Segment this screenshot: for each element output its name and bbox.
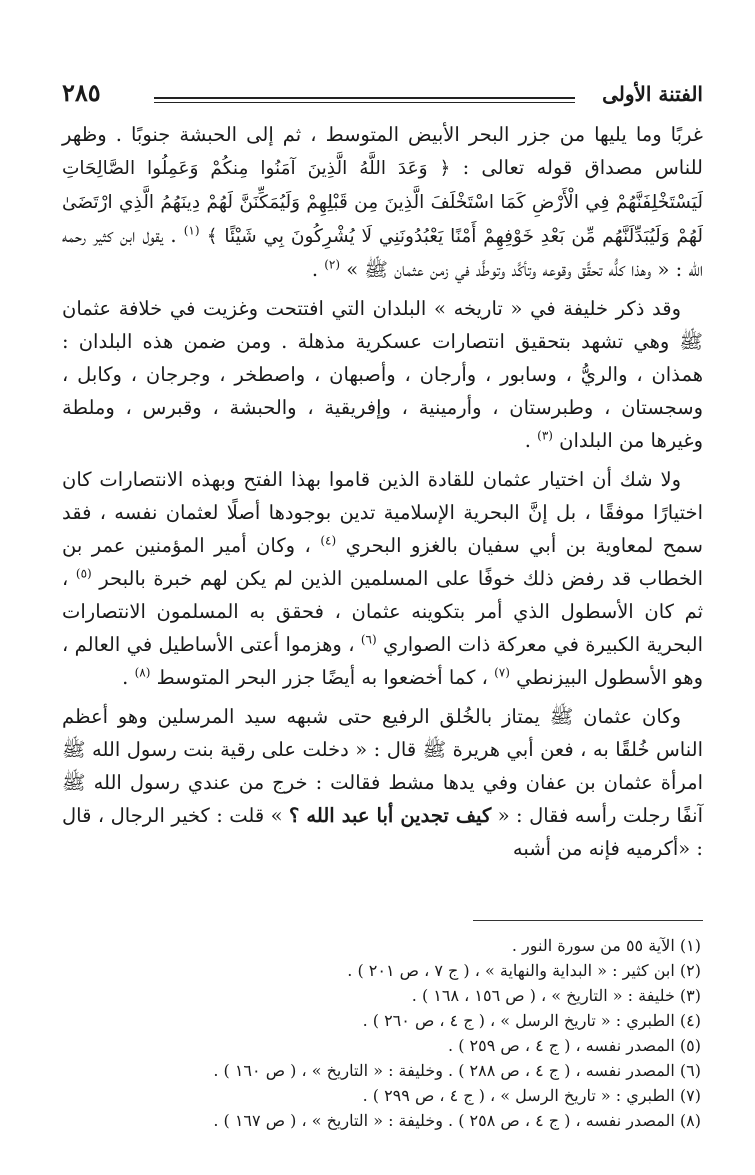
footnote-ref-5[interactable]: (٥) xyxy=(75,566,92,581)
footnote-6: (٦) المصدر نفسه ، ( ج ٤ ، ص ٢٨٨ ) . وخليفة : « التاريخ » ، ( ص ١٦٠ ) . xyxy=(213,1061,701,1080)
footnote-ref-2[interactable]: (٢) xyxy=(324,257,341,272)
main-text xyxy=(62,118,703,865)
page-number: ٢٨٥ xyxy=(62,78,101,107)
text-run: . xyxy=(122,666,129,689)
text-run: ، ثم كان الأسطول الذي أمر بتكوينه عثمان ، فحقق به المسلمون الانتصارات البحرية الكبيرة في معركة ذات الصواري xyxy=(62,567,703,656)
footnote-ref-1[interactable]: (١) xyxy=(183,223,200,238)
text-run: ولا شك أن اختيار عثمان للقادة الذين قاموا بهذا الفتح وبهذه الانتصارات كان اختيارًا موفقًا ، بل إنَّ البحرية الإسلامية تدين بوجودها أصلًا لعثمان نفسه ، فقد سمح لمعاوية بن أبي سفيان بالغزو البحري xyxy=(62,468,704,557)
footnote-2: (٢) ابن كثير : « البداية والنهاية » ، ( ج ٧ ، ص ٢٠١ ) . xyxy=(347,961,701,980)
footnote-7: (٧) الطبري : « تاريخ الرسل » ، ( ج ٤ ، ص ٢٩٩ ) . xyxy=(362,1086,701,1105)
footnotes xyxy=(62,933,703,1133)
footnote-8: (٨) المصدر نفسه ، ( ج ٤ ، ص ٢٥٨ ) . وخليفة : « التاريخ » ، ( ص ١٦٧ ) . xyxy=(213,1111,701,1130)
text-run: . xyxy=(311,258,319,281)
text-run: وكان عثمان ﷺ يمتاز بالخُلق الرفيع حتى شبهه سيد المرسلين وهو أعظم الناس خُلقًا به ، فعن أبي هريرة ﷺ قال : « دخلت على رقية بنت رسول الله ﷺ امرأة عثمان بن عفان وفي يدها مشط فقالت : خرج من عندي رسول الله ﷺ آنفًا رجلت رأسه فقال : « xyxy=(62,705,704,827)
footnote-ref-7[interactable]: (٧) xyxy=(494,665,510,680)
text-run: ، كما أخضعوا به أيضًا جزر البحر المتوسط xyxy=(156,666,488,689)
footnote-5: (٥) المصدر نفسه ، ( ج ٤ ، ص ٢٥٩ ) . xyxy=(448,1036,701,1055)
paragraph-4 xyxy=(62,700,703,865)
text-run: . xyxy=(524,429,531,452)
book-page xyxy=(62,78,703,1175)
footnote-ref-8[interactable]: (٨) xyxy=(134,665,151,680)
text-run: وقد ذكر خليفة في « تاريخه » البلدان التي افتتحت وغزيت في خلافة عثمان ﷺ وهي تشهد بتحقيق انتصارات عسكرية مذهلة . ومن ضمن هذه البلدان : همذان ، والريُّ ، وسابور ، وأرجان ، وأصبهان ، واصطخر ، وجرجان ، وكابل ، وسجستان ، وطبرستان ، وأرمينية ، وإفريقية ، والحبشة ، وقبرس ، وملطة وغيرها من البلدان xyxy=(62,297,703,452)
footnote-3: (٣) خليفة : « التاريخ » ، ( ص ١٥٦ ، ١٦٨ ) . xyxy=(411,986,701,1005)
footnote-ref-3[interactable]: (٣) xyxy=(537,428,553,443)
footnote-1: (١) الآية ٥٥ من سورة النور . xyxy=(511,936,701,955)
paragraph-1 xyxy=(62,118,703,286)
footnote-4: (٤) الطبري : « تاريخ الرسل » ، ( ج ٤ ، ص ٢٦٠ ) . xyxy=(362,1011,701,1030)
hadith-quote-bold: كيف تجدين أبا عبد الله ؟ xyxy=(289,804,492,827)
text-run: غربًا وما يليها من جزر البحر الأبيض المتوسط ، ثم إلى الحبشة جنوبًا . وظهر للناس مصداق قوله تعالى : xyxy=(62,123,703,179)
header-rule xyxy=(154,97,575,99)
chapter-title: الفتنة الأولى xyxy=(602,82,703,106)
paragraph-2 xyxy=(62,292,703,457)
text-run: . يقول ابن كثير رحمه الله : « وهذا كلُّه تحقَّق وقوعه وتأكَّد وتوطَّد في زمن عثمان ﷺ » xyxy=(62,224,703,281)
footnote-ref-6[interactable]: (٦) xyxy=(360,632,377,647)
text-run: » قلت : كخير الرجال ، قال : «أكرميه فإنه من أشبه xyxy=(62,804,703,860)
quran-verse: ﴿ وَعَدَ اللَّهُ الَّذِينَ آمَنُوا مِنكُمْ وَعَمِلُوا الصَّالِحَاتِ لَيَسْتَخْلِفَنَّهُمْ فِي الْأَرْضِ كَمَا اسْتَخْلَفَ الَّذِينَ مِن قَبْلِهِمْ وَلَيُمَكِّنَنَّ لَهُمْ دِينَهُمُ الَّذِي ارْتَضَىٰ لَهُمْ وَلَيُبَدِّلَنَّهُم مِّن بَعْدِ خَوْفِهِمْ أَمْنًا يَعْبُدُونَنِي لَا يُشْرِكُونَ بِي شَيْئًا ﴾ xyxy=(62,158,704,247)
footnote-ref-4[interactable]: (٤) xyxy=(320,533,337,548)
footnote-separator xyxy=(473,920,703,921)
paragraph-3 xyxy=(62,463,703,694)
text-run: ، وهزموا أعتى الأساطيل في العالم ، وهو الأسطول البيزنطي xyxy=(62,633,703,689)
running-header xyxy=(62,78,703,118)
text-run: ، وكان أمير المؤمنين عمر بن الخطاب قد رفض ذلك خوفًا على المسلمين الذين لم يكن لهم خبرة بالبحر xyxy=(62,534,704,590)
